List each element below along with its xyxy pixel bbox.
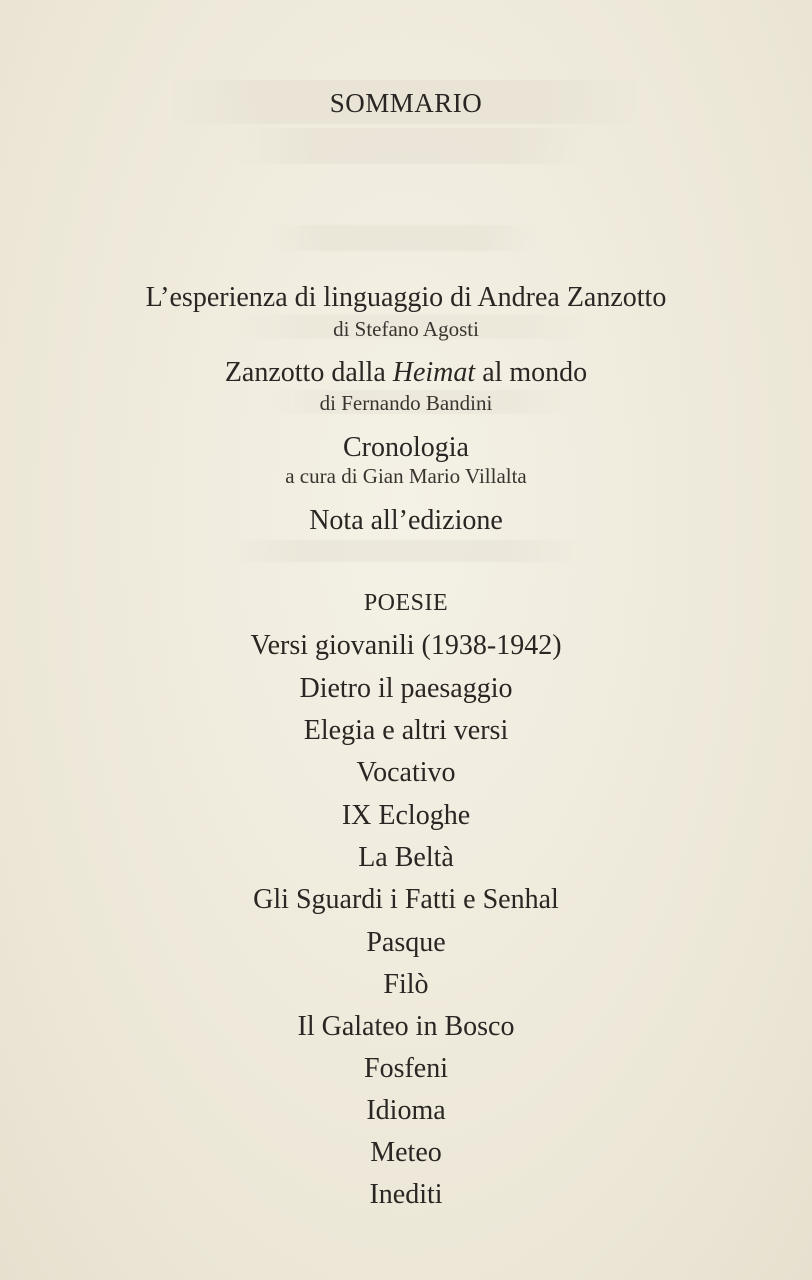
toc-entry-bandini-post: al mondo bbox=[475, 357, 588, 388]
toc-entry-nota: Nota all’edizione bbox=[309, 505, 503, 536]
toc-author-bandini: di Fernando Bandini bbox=[319, 391, 493, 415]
toc-poem: Idioma bbox=[366, 1095, 446, 1126]
toc-entry-cronologia: Cronologia bbox=[343, 432, 469, 463]
toc-poem: Vocativo bbox=[356, 757, 456, 788]
toc-entry-bandini-pre: Zanzotto dalla bbox=[224, 357, 393, 388]
toc-poem: Fosfeni bbox=[364, 1053, 448, 1084]
toc-poem: Inediti bbox=[369, 1179, 443, 1210]
toc-poem: Filò bbox=[383, 969, 429, 1000]
toc-poem: Pasque bbox=[366, 927, 446, 958]
toc-poem: Elegia e altri versi bbox=[303, 715, 509, 746]
toc-author-cronologia: a cura di Gian Mario Villalta bbox=[285, 464, 527, 488]
toc-poem: Il Galateo in Bosco bbox=[297, 1011, 515, 1042]
toc-entry-bandini-em: Heimat bbox=[392, 357, 476, 388]
toc-poem: Meteo bbox=[370, 1137, 442, 1168]
toc-entry-bandini bbox=[0, 357, 812, 389]
toc-poem: Dietro il paesaggio bbox=[299, 673, 513, 704]
section-title-poesie: POESIE bbox=[363, 590, 449, 616]
toc-poem: La Beltà bbox=[358, 842, 454, 873]
toc-author-agosti: di Stefano Agosti bbox=[333, 317, 479, 341]
page-title: SOMMARIO bbox=[329, 88, 483, 118]
toc-entry-agosti: L’esperienza di linguaggio di Andrea Zanzotto bbox=[145, 282, 667, 313]
toc-poem: IX Ecloghe bbox=[341, 800, 471, 831]
toc-poem: Versi giovanili (1938-1942) bbox=[250, 630, 562, 661]
toc-poem: Gli Sguardi i Fatti e Senhal bbox=[253, 884, 559, 915]
